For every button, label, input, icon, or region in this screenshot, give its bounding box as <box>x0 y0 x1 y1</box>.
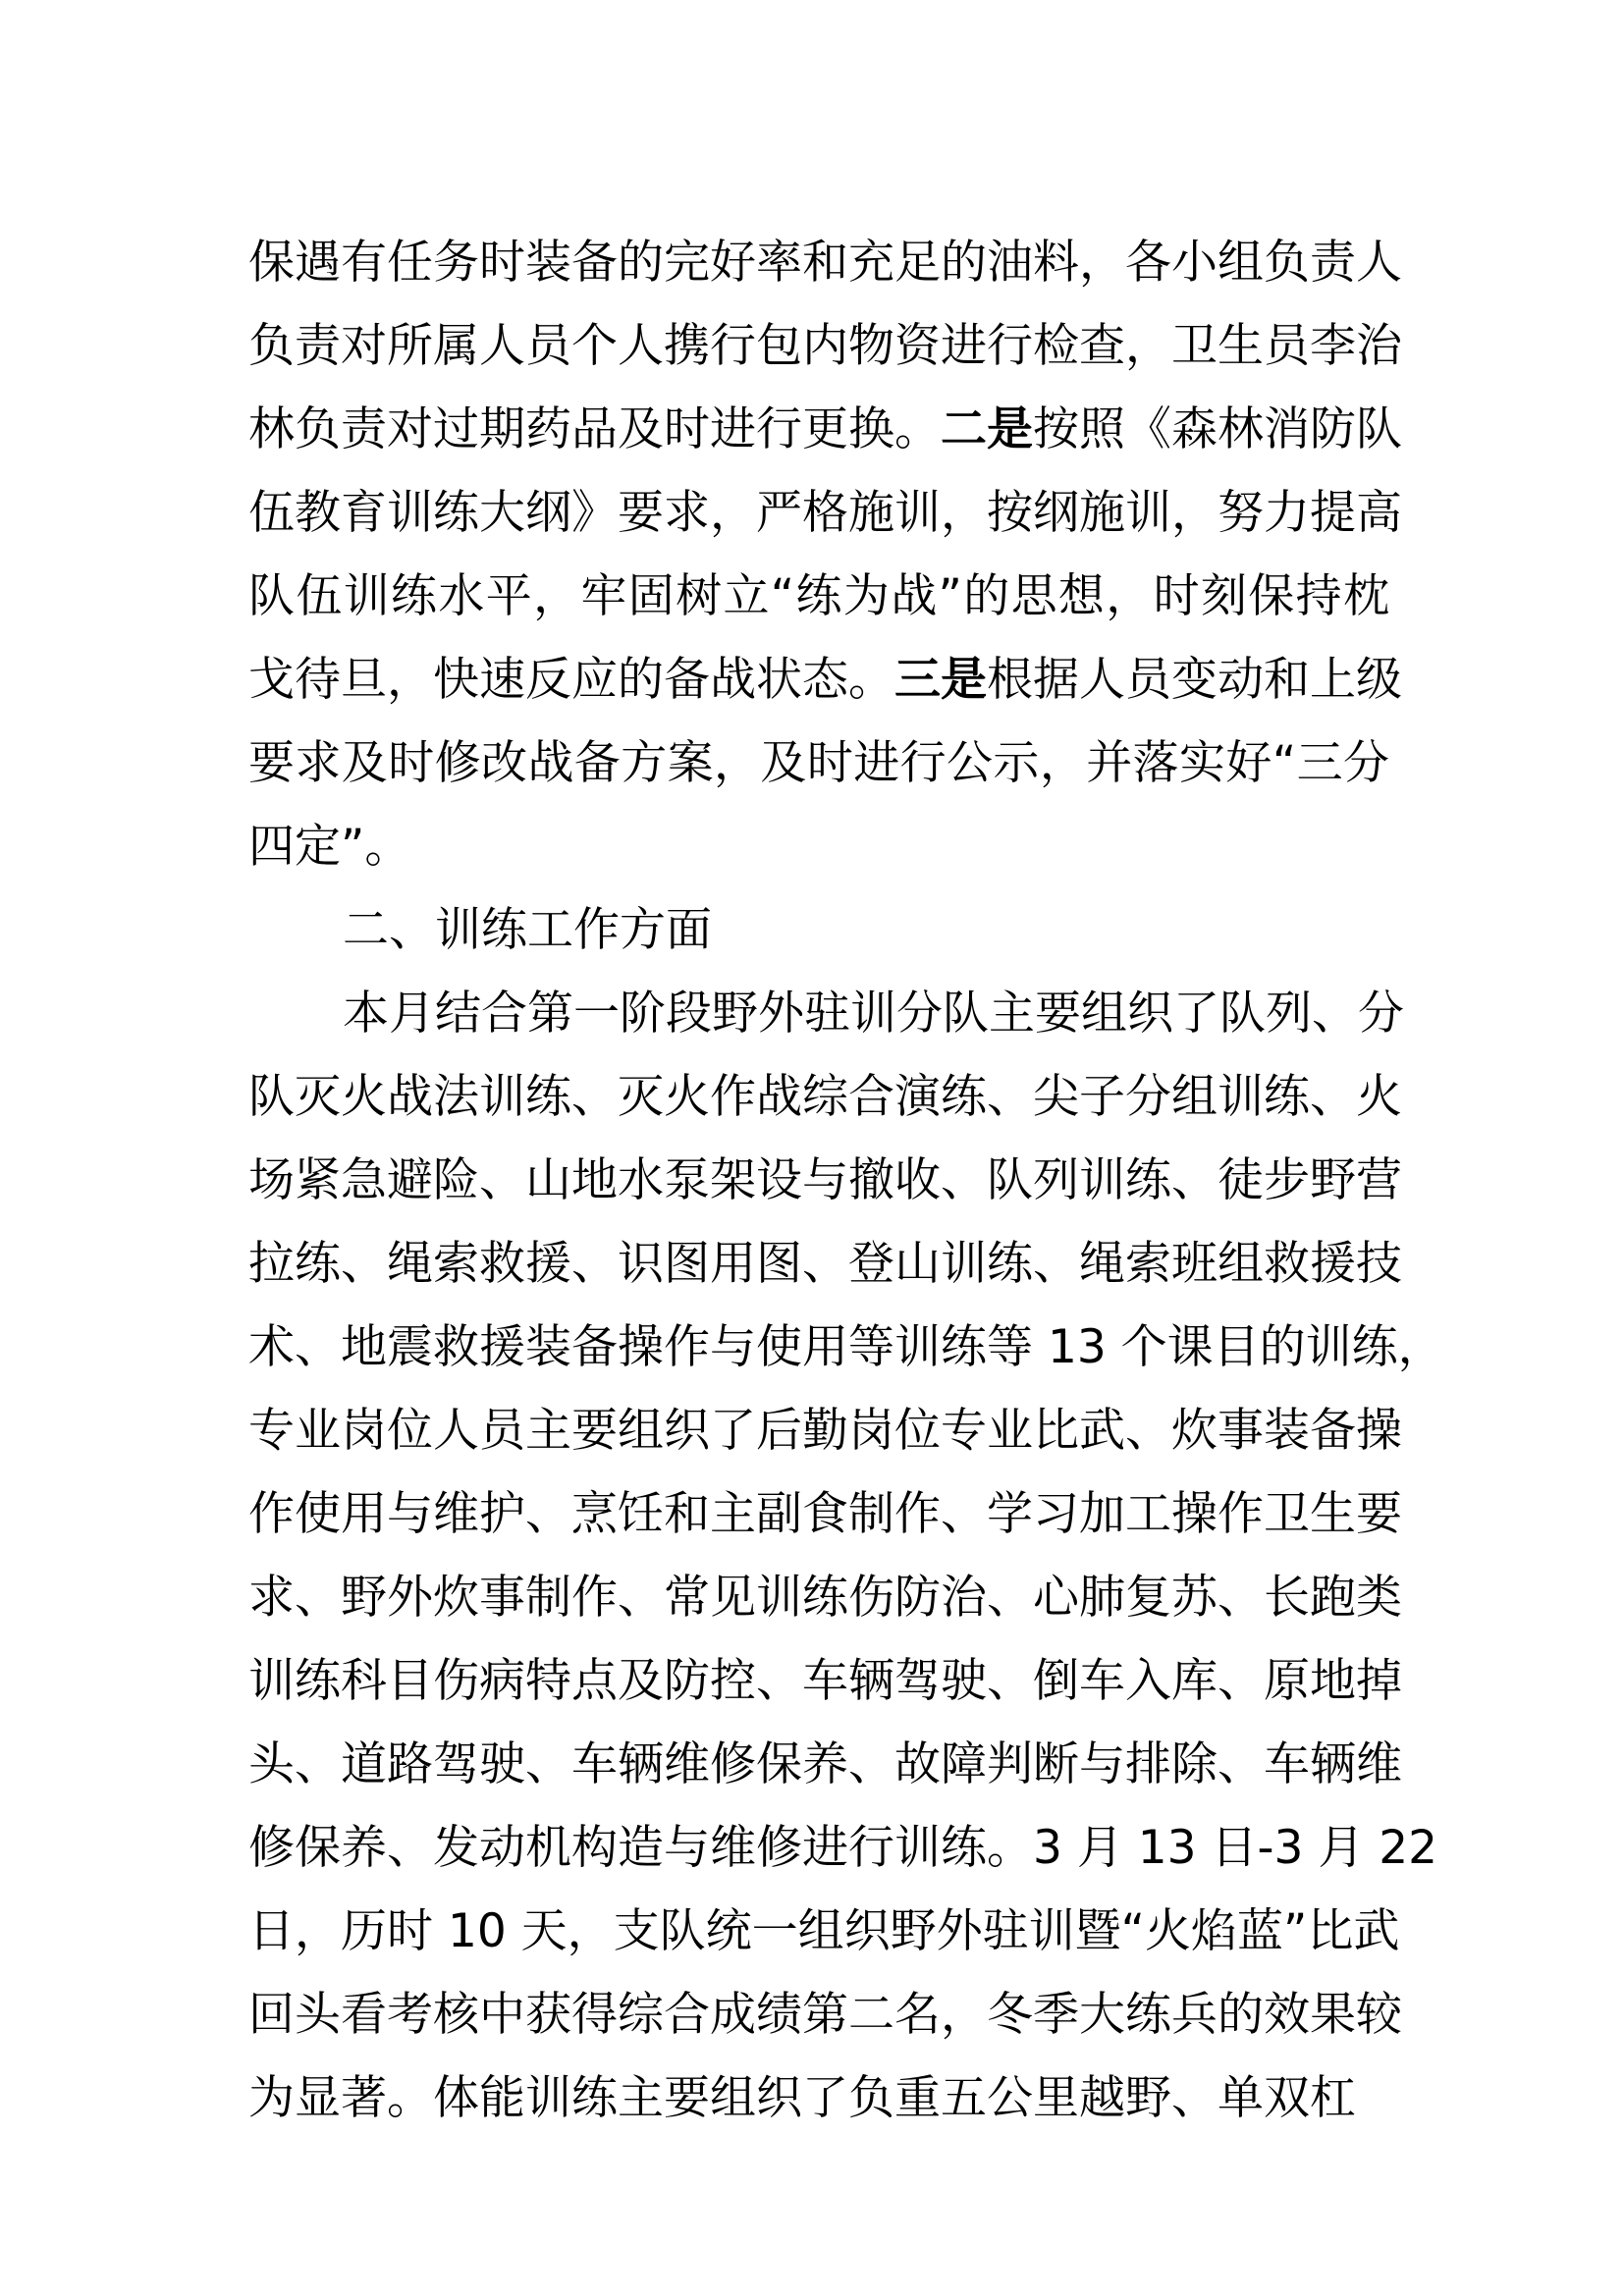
text-line <box>248 1401 1402 1484</box>
text-segment: 保遇有任务时装备的完好率和充足的油料，各小组负责人 <box>248 236 1402 290</box>
text-line <box>248 1150 1402 1234</box>
text-line <box>248 483 1402 566</box>
text-segment: 二、训练工作方面 <box>343 903 712 957</box>
text-segment: 本月结合第一阶段野外驻训分队主要组织了队列、分 <box>343 987 1404 1041</box>
text-segment: 场紧急避险、山地水泵架设与撤收、队列训练、徒步野营 <box>248 1153 1402 1207</box>
section-heading <box>248 900 1389 984</box>
text-segment: 林负责对过期药品及时进行更换。 <box>248 402 941 456</box>
text-segment: 拉练、绳索救援、识图用图、登山训练、绳索班组救援技 <box>248 1237 1402 1291</box>
text-segment: 求、野外炊事制作、常见训练伤防治、心肺复苏、长跑类 <box>248 1571 1402 1625</box>
text-line <box>248 1985 1402 2068</box>
text-line <box>248 650 1402 733</box>
text-line <box>248 1484 1402 1568</box>
text-line <box>248 1735 1402 1818</box>
text-segment: 四定”。 <box>248 820 411 874</box>
text-line <box>248 1067 1402 1150</box>
text-segment: 负责对所属人员个人携行包内物资进行检查，卫生员李治 <box>248 319 1402 373</box>
document-body <box>248 233 1444 2152</box>
text-segment: 头、道路驾驶、车辆维修保养、故障判断与排除、车辆维 <box>248 1737 1402 1791</box>
text-line <box>248 1317 1444 1401</box>
text-segment: 根据人员变动和上级 <box>987 653 1402 707</box>
text-line <box>248 900 1389 984</box>
text-line <box>248 817 1389 900</box>
paragraph <box>248 984 1444 2152</box>
text-segment: 按照《森林消防队 <box>1033 402 1402 456</box>
paragraph <box>248 233 1402 900</box>
text-line <box>248 984 1404 1067</box>
text-segment: 队伍训练水平，牢固树立“练为战”的思想，时刻保持枕 <box>248 569 1389 623</box>
text-segment: 戈待旦，快速反应的备战状态。 <box>248 653 894 707</box>
text-line <box>248 2068 1389 2152</box>
text-segment: 作使用与维护、烹饪和主副食制作、学习加工操作卫生要 <box>248 1487 1402 1541</box>
text-line <box>248 1818 1438 1901</box>
text-segment: 要求及时修改战备方案，及时进行公示，并落实好“三分 <box>248 736 1389 790</box>
text-line <box>248 733 1389 817</box>
text-segment: 修保养、发动机构造与维修进行训练。3 月 13 日-3 月 22 <box>248 1821 1438 1875</box>
text-line <box>248 316 1402 400</box>
text-segment: 训练科目伤病特点及防控、车辆驾驶、倒车入库、原地掉 <box>248 1654 1402 1708</box>
text-line <box>248 1234 1402 1317</box>
text-segment: 术、地震救援装备操作与使用等训练等 13 个课目的训练， <box>248 1320 1444 1374</box>
text-segment: 日，历时 10 天，支队统一组织野外驻训暨“火焰蓝”比武 <box>248 1904 1400 1958</box>
text-line <box>248 566 1389 650</box>
text-line <box>248 1568 1402 1651</box>
text-line <box>248 1901 1400 1985</box>
text-segment: 回头看考核中获得综合成绩第二名，冬季大练兵的效果较 <box>248 1988 1402 2042</box>
text-line <box>248 400 1402 483</box>
text-line <box>248 1651 1402 1735</box>
text-segment: 队灭火战法训练、灭火作战综合演练、尖子分组训练、火 <box>248 1070 1402 1124</box>
bold-text: 三是 <box>894 653 987 707</box>
text-line <box>248 233 1402 316</box>
text-segment: 为显著。体能训练主要组织了负重五公里越野、单双杠 <box>248 2071 1356 2125</box>
text-segment: 伍教育训练大纲》要求，严格施训，按纲施训，努力提高 <box>248 486 1402 540</box>
text-segment: 专业岗位人员主要组织了后勤岗位专业比武、炊事装备操 <box>248 1404 1402 1458</box>
bold-text: 二是 <box>941 402 1033 456</box>
